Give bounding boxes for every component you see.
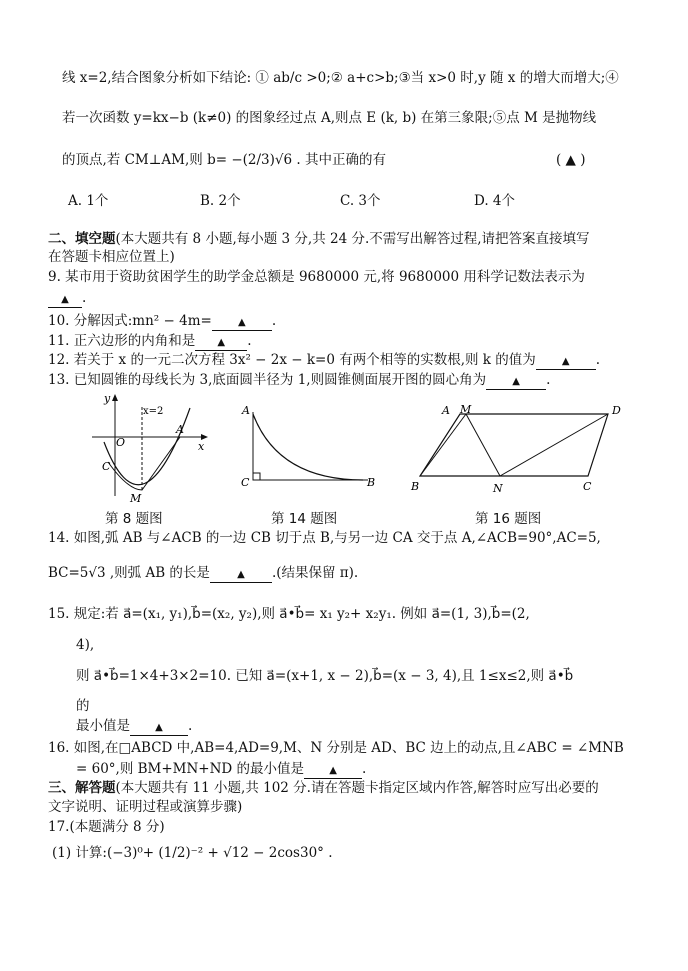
figure-q16	[408, 400, 633, 498]
q16-line2: = 60°,则 BM+MN+ND 的最小值是 ▲ .	[76, 761, 367, 777]
fig16-n-label: N	[493, 482, 503, 495]
q12-answer-blank: ▲	[536, 353, 596, 370]
fig8-axis-label: x=2	[143, 406, 164, 417]
fig14-b-label: B	[367, 476, 376, 489]
q11-answer-blank: ▲	[195, 334, 247, 351]
section3-heading: 三、解答题	[48, 780, 116, 796]
fig8-x-label: x	[198, 440, 205, 453]
fig8-caption: 第 8 题图	[105, 511, 163, 527]
q10: 10. 分解因式:mn² − 4m= ▲ .	[48, 313, 277, 329]
q8-line2: 若一次函数 y=kx−b (k≠0) 的图象经过点 A,则点 E (k, b) 在第三象限;⑤点 M 是抛物线	[62, 110, 597, 126]
q8-line1: 线 x=2,结合图象分析如下结论: ① ab/c >0;② a+c>b;③当 x>0 时,y 随 x 的增大而增大;④	[62, 70, 619, 86]
fig16-d-label: D	[612, 404, 621, 417]
section2-text: (本大题共有 8 小题,每小题 3 分,共 24 分.不需写出解答过程,请把答案直接填写	[115, 231, 590, 247]
section3-line1	[48, 780, 599, 796]
q8-line3: 的顶点,若 CM⊥AM,则 b= −(2/3)√6 . 其中正确的有	[62, 152, 386, 168]
fig16-parallelogram	[420, 414, 608, 476]
q17-part1: (1) 计算:(−3)⁰+ (1/2)⁻² + √12 − 2cos30° .	[52, 845, 333, 861]
fig14-c-label: C	[241, 476, 250, 489]
q8-option-b: B. 2个	[200, 193, 241, 209]
q14-answer-blank: ▲	[210, 566, 272, 583]
q8-option-a: A. 1个	[68, 193, 109, 209]
section3-text: (本大题共有 11 小题,共 102 分.请在答题卡指定区域内作答,解答时应写出必要的	[115, 780, 599, 796]
q10-answer-blank: ▲	[212, 314, 272, 331]
q15-line5: 最小值是 ▲ .	[76, 718, 193, 734]
q8-answer-blank: ( ▲ )	[556, 152, 586, 168]
q15-line1: 15. 规定:若 a⃗=(x₁, y₁),b⃗=(x₂, y₂),则 a⃗•b⃗= x₁ y₂+ x₂y₁. 例如 a⃗=(1, 3),b⃗=(2,	[48, 606, 530, 622]
q13: 13. 已知圆锥的母线长为 3,底面圆半径为 1,则圆锥侧面展开图的圆心角为 ▲ .	[48, 372, 551, 388]
fig16-caption: 第 16 题图	[475, 511, 542, 527]
q11: 11. 正六边形的内角和是 ▲ .	[48, 333, 252, 349]
q9-line2: ▲ .	[48, 290, 86, 308]
section2-line2: 在答题卡相应位置上)	[48, 249, 175, 265]
fig16-b-label: B	[411, 480, 420, 493]
fig16-c-label: C	[583, 480, 592, 493]
q13-answer-blank: ▲	[486, 373, 546, 390]
q15-line3: 则 a⃗•b⃗=1×4+3×2=10. 已知 a⃗=(x+1, x − 2),b⃗=(x − 3, 4),且 1≤x≤2,则 a⃗•b⃗	[76, 668, 574, 684]
q15-line2: 4),	[76, 637, 95, 653]
q12: 12. 若关于 x 的一元二次方程 3x² − 2x − k=0 有两个相等的实数根,则 k 的值为 ▲ .	[48, 352, 601, 368]
fig16-a-label: A	[442, 404, 450, 417]
fig8-c-label: C	[102, 460, 111, 473]
fig8-a-label: A	[176, 423, 184, 436]
figure-q8	[90, 392, 215, 510]
fig16-segment-bm	[420, 414, 466, 476]
q14-line1: 14. 如图,弧 AB 与∠ACB 的一边 CB 切于点 B,与另一边 CA 交于点 A,∠ACB=90°,AC=5,	[48, 530, 601, 546]
q9-line1: 9. 某市用于资助贫困学生的助学金总额是 9680000 元,将 9680000 用科学记数法表示为	[48, 269, 585, 285]
q15-line4: 的	[76, 698, 90, 714]
fig8-o-label: O	[116, 436, 126, 449]
fig16-segment-nd	[500, 414, 608, 476]
fig14-a-label: A	[242, 404, 250, 417]
fig8-m-label: M	[130, 492, 142, 505]
q17-title: 17.(本题满分 8 分)	[48, 819, 165, 835]
fig16-m-label: M	[460, 403, 472, 416]
figure-q14	[238, 400, 383, 498]
q8-option-d: D. 4个	[474, 193, 516, 209]
section2-line1	[48, 231, 590, 247]
q15-answer-blank: ▲	[130, 719, 188, 736]
fig16-segment-mn	[466, 414, 500, 476]
q14-line2: BC=5√3 ,则弧 AB 的长是 ▲ .(结果保留 π).	[48, 565, 359, 581]
fig8-y-arrow	[112, 394, 118, 401]
q9-answer-blank: ▲	[48, 291, 82, 308]
section3-line2: 文字说明、证明过程或演算步骤)	[48, 799, 243, 815]
q16-answer-blank: ▲	[304, 762, 362, 779]
fig14-arc-ab	[253, 414, 363, 480]
fig14-caption: 第 14 题图	[271, 511, 338, 527]
fig8-y-label: y	[104, 392, 111, 405]
q8-option-c: C. 3个	[340, 193, 381, 209]
fig14-right-angle	[253, 473, 260, 480]
q16-line1: 16. 如图,在□ABCD 中,AB=4,AD=9,M、N 分别是 AD、BC 边上的动点,且∠ABC = ∠MNB	[48, 740, 624, 756]
section2-heading: 二、填空题	[48, 231, 116, 247]
